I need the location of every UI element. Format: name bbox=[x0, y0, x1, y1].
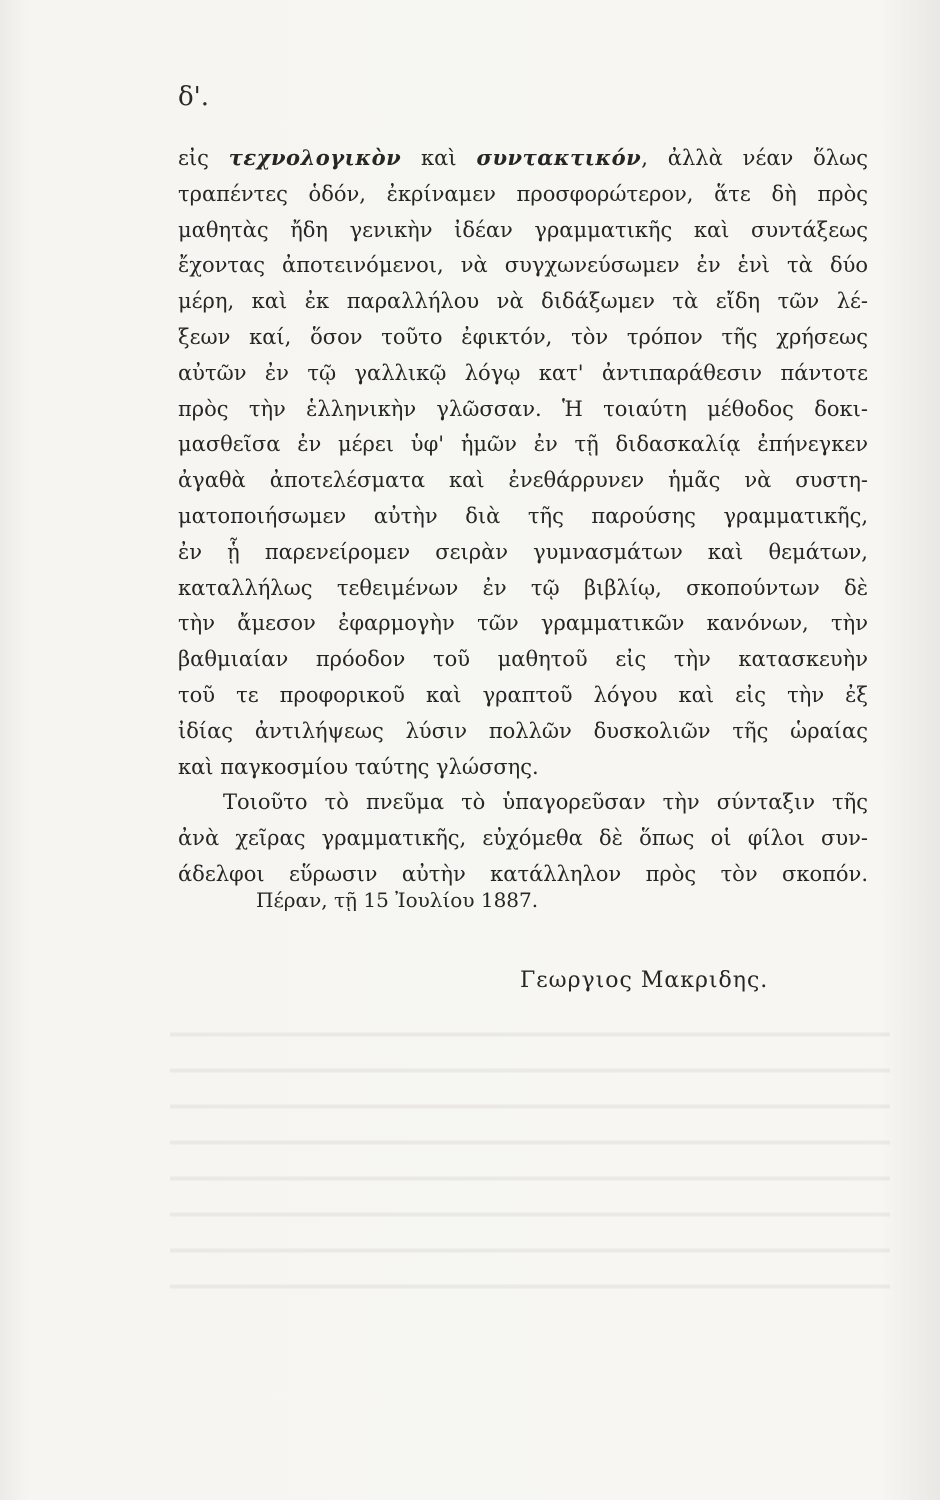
show-through-texture bbox=[170, 1010, 890, 1310]
text-fragment: καὶ bbox=[401, 146, 477, 170]
preface-body bbox=[178, 140, 868, 893]
text-line: ἀγαθὰ ἀποτελέσματα καὶ ἐνεθάρρυνεν ἡμᾶς νὰ συστη- bbox=[178, 468, 868, 493]
text-line: καὶ παγκοσμίου ταύτης γλώσσης. bbox=[178, 754, 539, 779]
text-line bbox=[178, 140, 868, 177]
text-line: βαθμιαίαν πρόοδον τοῦ μαθητοῦ εἰς τὴν κατασκευὴν bbox=[178, 647, 868, 672]
text-line: Τοιοῦτο τὸ πνεῦμα τὸ ὑπαγορεῦσαν τὴν σύνταξιν τῆς bbox=[223, 790, 868, 815]
emphasized-term: συντακτικόν bbox=[476, 145, 642, 170]
text-fragment: εἰς bbox=[178, 146, 229, 170]
text-line: ἐν ᾗ παρενείρομεν σειρὰν γυμνασμάτων καὶ θεμάτων, bbox=[178, 539, 868, 564]
text-line: ξεων καί, ὅσον τοῦτο ἐφικτόν, τὸν τρόπον τῆς χρήσεως bbox=[178, 324, 868, 349]
text-line: τοῦ τε προφορικοῦ καὶ γραπτοῦ λόγου καὶ εἰς τὴν ἐξ bbox=[178, 682, 868, 707]
text-line: ἔχοντας ἀποτεινόμενοι, νὰ συγχωνεύσωμεν ἐν ἑνὶ τὰ δύο bbox=[178, 253, 868, 278]
text-line: μέρη, καὶ ἐκ παραλλήλου νὰ διδάξωμεν τὰ εἴδη τῶν λέ- bbox=[178, 289, 868, 314]
text-line: μασθεῖσα ἐν μέρει ὑφ' ἡμῶν ἐν τῇ διδασκαλίᾳ ἐπήνεγκεν bbox=[178, 432, 868, 457]
text-line: τὴν ἄμεσον ἐφαρμογὴν τῶν γραμματικῶν κανόνων, τὴν bbox=[178, 611, 868, 636]
text-line: ἀνὰ χεῖρας γραμματικῆς, εὐχόμεθα δὲ ὅπως οἱ φίλοι συν- bbox=[178, 826, 868, 851]
text-line: ματοποιήσωμεν αὐτὴν διὰ τῆς παρούσης γραμματικῆς, bbox=[178, 503, 868, 528]
text-line: πρὸς τὴν ἑλληνικὴν γλῶσσαν. Ἡ τοιαύτη μέθοδος δοκι- bbox=[178, 396, 868, 421]
emphasized-term: τεχνολογικὸν bbox=[228, 145, 402, 170]
text-line: αὐτῶν ἐν τῷ γαλλικῷ λόγῳ κατ' ἀντιπαράθεσιν πάντοτε bbox=[178, 360, 868, 385]
page-number: δ'. bbox=[178, 82, 210, 112]
text-fragment: , ἀλλὰ νέαν ὅλως bbox=[641, 146, 868, 170]
text-line: τραπέντες ὁδόν, ἐκρίναμεν προσφορώτερον, ἅτε δὴ πρὸς bbox=[178, 181, 868, 206]
text-line: ἰδίας ἀντιλήψεως λύσιν πολλῶν δυσκολιῶν τῆς ὡραίας bbox=[178, 718, 868, 743]
text-line: άδελφοι εὕρωσιν αὐτὴν κατάλληλον πρὸς τὸν σκοπόν. bbox=[178, 861, 868, 886]
text-line: μαθητὰς ἤδη γενικὴν ἰδέαν γραμματικῆς καὶ συντάξεως bbox=[178, 217, 868, 242]
dateline: Πέραν, τῇ 15 Ἰουλίου 1887. bbox=[256, 888, 539, 912]
author-signature: Γεωργιος Μακριδης. bbox=[520, 968, 769, 993]
text-line: καταλλήλως τεθειμένων ἐν τῷ βιβλίῳ, σκοπούντων δὲ bbox=[178, 575, 868, 600]
